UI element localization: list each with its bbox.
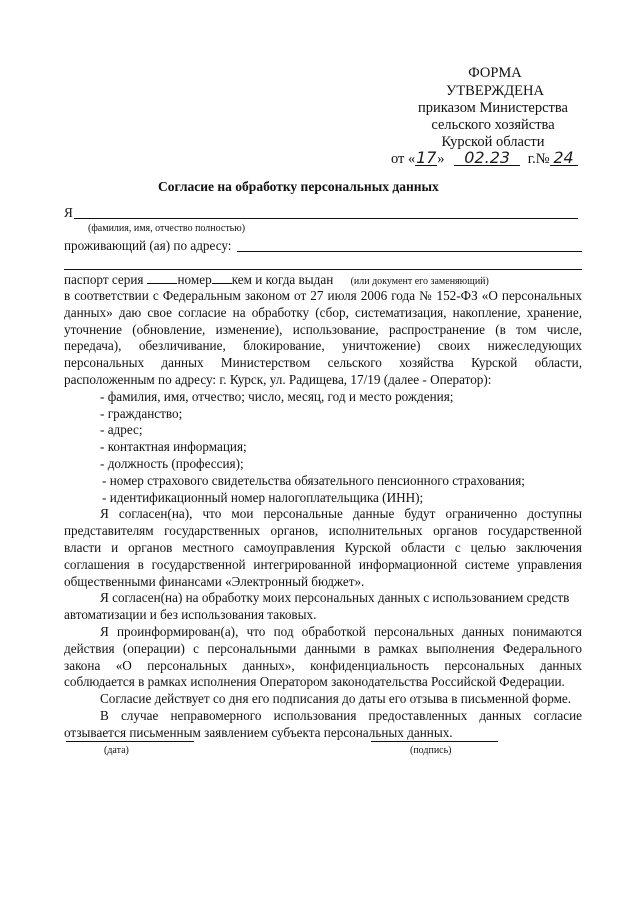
approval-date-line [391,150,578,168]
approval-date-prefix: от « [391,151,416,167]
access-paragraph-line: Я согласен(на), что мои персональные данные будут ограниченно доступны [100,506,582,522]
ya-label: Я [64,205,73,220]
passport-series-label: паспорт серия [64,272,144,287]
data-list-item: - должность (профессия); [100,455,244,471]
approval-form-label: ФОРМА [468,65,522,81]
passport-series-blank [147,283,177,284]
consent-paragraph-line: в соответствии с Федеральным законом от 27 июля 2006 года № 152-ФЗ «О персональных [64,288,582,303]
document-title: Согласие на обработку персональных данных [158,179,439,194]
revocation-paragraph-line: отзывается письменным заявлением субъекта персональных данных. [64,724,453,740]
data-list-item: - адрес; [100,422,143,438]
informed-paragraph-line: Я проинформирован(а), что под обработкой персональных данных понимаются [100,623,582,639]
access-paragraph-line: общественными финансами «Электронный бюджет». [64,573,365,589]
automation-paragraph-line: автоматизации и без использования таковых. [64,607,317,623]
informed-paragraph-line: действия (операции) с персональными данными в рамках выполнения Федерального [64,640,582,656]
passport-number-label: номер [177,272,212,287]
fio-blank-line [74,218,578,219]
approval-day-handwritten: 17 [416,148,437,167]
access-paragraph-line: представителям государственных органов, исполнительных органов государственной [64,523,582,539]
revocation-paragraph-line: В случае неправомерного использования предоставленных данных согласие [100,707,582,723]
date-blank-line [66,741,194,742]
approval-number-handwritten: 24 [550,150,578,166]
approval-month-year-handwritten: 02.23 [454,150,520,166]
data-list-item: - фамилия, имя, отчество; число, месяц, год и место рождения; [100,388,454,404]
informed-paragraph-line: соблюдается в рамках исполнения Оператором законодательства Российской Федерации. [64,674,565,690]
signature-label: (подпись) [410,745,452,756]
approval-order-line: приказом Министерства [418,100,568,116]
data-list-item: - контактная информация; [100,439,247,455]
approval-region-line: Курской области [441,134,545,150]
date-label: (дата) [104,745,129,756]
approval-approved-label: УТВЕРЖДЕНА [446,83,544,99]
automation-paragraph-line: Я согласен(на) на обработку моих персональных данных с использованием средств [100,590,570,606]
consent-paragraph-line: уточнение (обновление, изменение), использование, распространение (в том числе, [64,321,582,337]
approval-number-label: г.№ [527,151,550,167]
data-list-item: - идентификационный номер налогоплательщика (ИНН); [102,489,424,505]
consent-paragraph-line: персональных данных Министерством сельского хозяйства Курской области, [64,355,582,371]
consent-paragraph-line: передача), обезличивание, блокирование, уничтожение) своих нижеследующих [64,338,582,354]
consent-paragraph-line: расположенным по адресу: г. Курск, ул. Радищева, 17/19 (далее - Оператор): [64,371,492,387]
access-paragraph-line: власти и органов местного самоуправления Курской области с целью заключения [64,539,582,555]
informed-paragraph-line: закона «О персональных данных», конфиденциальность персональных данных [64,657,582,673]
signature-blank-line [371,741,498,742]
consent-paragraph-line: данных» даю свое согласие на обработку (сбор, систематизация, накопление, хранение, [64,304,582,320]
data-list-item: - гражданство; [100,405,183,421]
passport-hint: (или документ его заменяющий) [350,276,489,287]
passport-issued-label: кем и когда выдан [231,272,334,287]
address-label: проживающий (ая) по адресу: [64,238,232,253]
passport-number-blank [212,283,232,284]
address-blank-line-2 [64,269,582,270]
approval-quote-close: » [437,151,445,167]
consent-body [64,288,582,742]
access-paragraph-line: соглашения в государственной интегрированной информационной системе управления [64,556,582,572]
fio-hint: (фамилия, имя, отчество полностью) [88,223,246,234]
approval-ministry-line: сельского хозяйства [431,117,555,133]
validity-paragraph: Согласие действует со дня его подписания до даты его отзыва в письменной форме. [100,691,572,707]
data-list-item: - номер страхового свидетельства обязательного пенсионного страхования; [102,472,525,488]
address-blank-line-1 [237,251,582,252]
